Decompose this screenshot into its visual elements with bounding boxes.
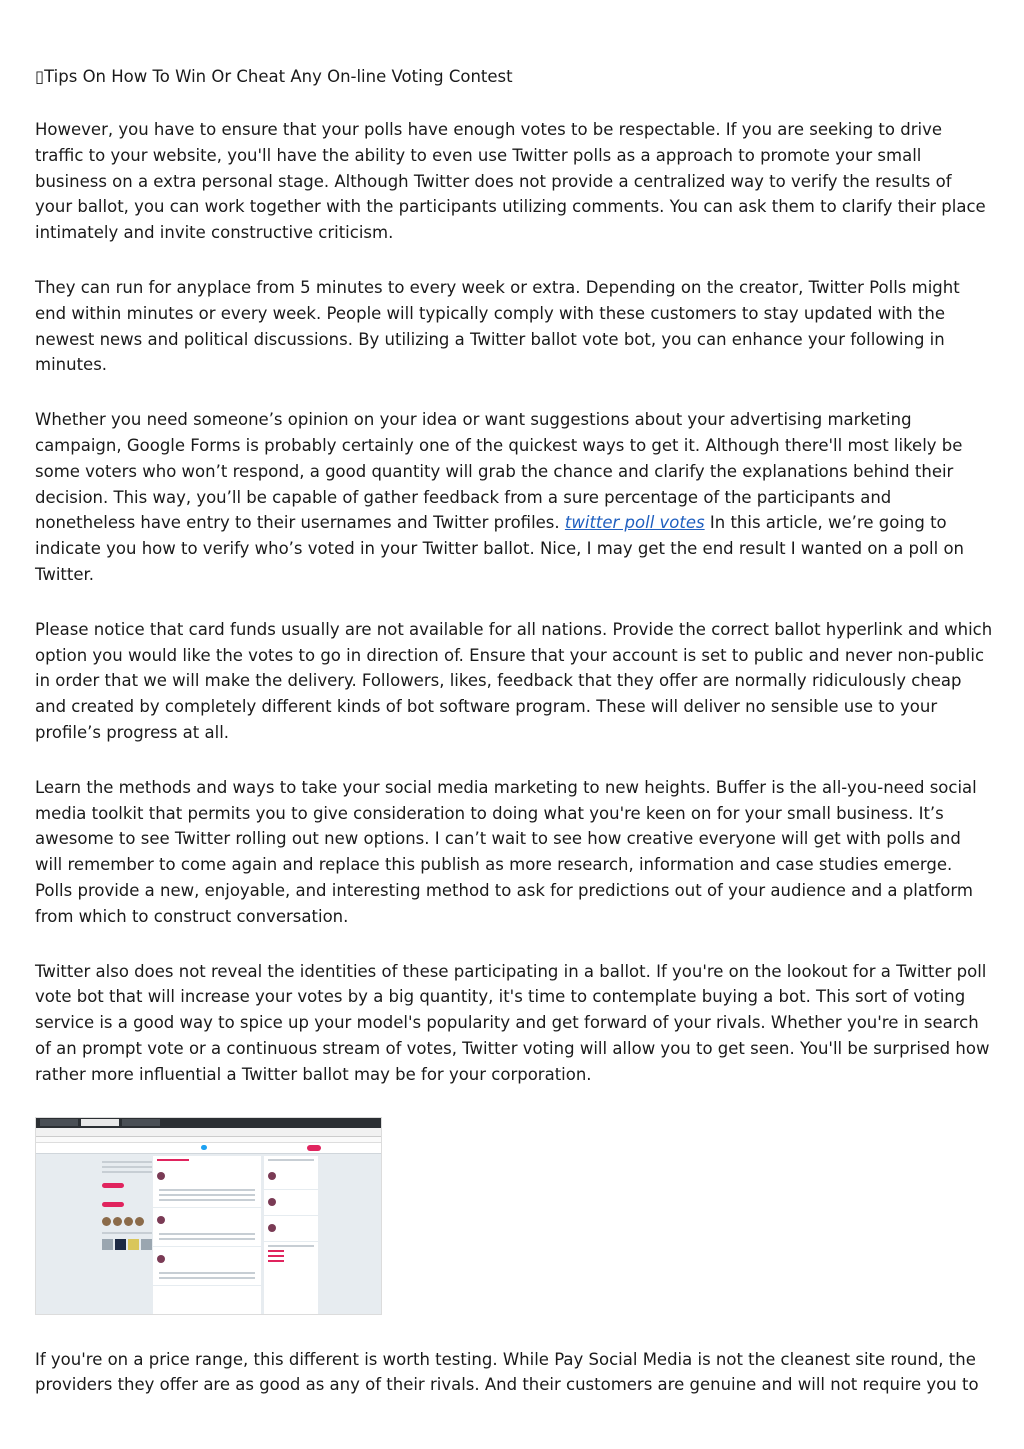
twitter-screenshot-image (35, 1117, 382, 1315)
twitter-profile-body (36, 1156, 381, 1314)
paragraph-4: Please notice that card funds usually are not available for all nations. Provide the correct ballot hyperlink and which option you would like the votes to go in direction of. Ensure that your account is set to public and never non-public in order that we will make the delivery. Followers, likes, feedback that they offer are normally ridiculously cheap and created by completely different kinds of bot software program. These will deliver no sensible use to your profile’s progress at all. (35, 619, 993, 742)
paragraph-3 (35, 407, 993, 588)
twitter-poll-votes-link[interactable]: twitter poll votes (564, 513, 705, 533)
tweet-timeline (153, 1156, 261, 1314)
paragraph-6: Twitter also does not reveal the identities of these participating in a ballot. If you're on the lookout for a Twitter poll vote bot that will increase your votes by a big quantity, it's time to contemplate buying a bot. This sort of voting service is a good way to spice up your model's popularity and get forward of your rivals. Whether you're in search of an prompt vote or a continuous stream of votes, Twitter voting will allow you to get seen. You'll be surprised how rather more influential a Twitter ballot may be for your corporation. (35, 961, 990, 1084)
paragraph-7: If you're on a price range, this different is worth testing. While Pay Social Media is not the cleanest site round, the providers they offer are as good as any of their rivals. And their customers are genuine and will not require you to (35, 1349, 979, 1395)
tweet-button-shape (307, 1145, 321, 1151)
browser-address-bar (36, 1128, 381, 1137)
document-title: ▯Tips On How To Win Or Cheat Any On-line Voting Contest (35, 67, 513, 86)
paragraph-2: They can run for anyplace from 5 minutes to every week or extra. Depending on the creator, Twitter Polls might end within minutes or every week. People will typically comply with these customers to stay updated with the newest news and political discussions. By utilizing a Twitter ballot vote bot, you can enhance your following in minutes. (35, 277, 960, 375)
twitter-bird-icon (201, 1145, 207, 1150)
paragraph-5: Learn the methods and ways to take your social media marketing to new heights. Buffer is the all-you-need social media toolkit that permits you to give consideration to doing what you're keen on for your small business. It’s awesome to see Twitter rolling out new options. I can’t wait to see how creative everyone will get with polls and will remember to come again and replace this publish as more research, information and case studies emerge. Polls provide a new, enjoyable, and interesting method to ask for predictions out of your audience and a platform from which to construct conversation. (35, 777, 977, 926)
paragraph-3-text-before: Whether you need someone’s opinion on your idea or want suggestions about your advertising marketing campaign, Google Forms is probably certainly one of the quickest ways to get it. Although there'll most likely be some voters who won’t respond, a good quantity will grab the chance and clarify the explanations behind their decision. This way, you’ll be capable of gather feedback from a sure percentage of the participants and nonetheless have entry to their usernames and Twitter profiles. (35, 410, 963, 533)
document-page (35, 64, 993, 1427)
paragraph-1: However, you have to ensure that your polls have enough votes to be respectable. If you are seeking to drive traffic to your website, you'll have the ability to even use Twitter polls as a approach to promote your small business on a extra personal stage. Although Twitter does not provide a centralized way to verify the results of your ballot, you can work together with the participants utilizing comments. You can ask them to clarify their place intimately and invite constructive criticism. (35, 120, 986, 243)
twitter-navbar (36, 1143, 381, 1154)
profile-sidebar (98, 1158, 156, 1308)
paragraph-3-text-after: In this article, we’re going to indicate you how to verify who’s voted in your Twitter ballot. Nice, I may get the end result I wanted on a poll on Twitter. (35, 513, 965, 584)
who-to-follow-panel (264, 1156, 318, 1315)
missing-glyph-icon: ▯ (35, 67, 45, 86)
browser-tab-strip (36, 1118, 381, 1128)
